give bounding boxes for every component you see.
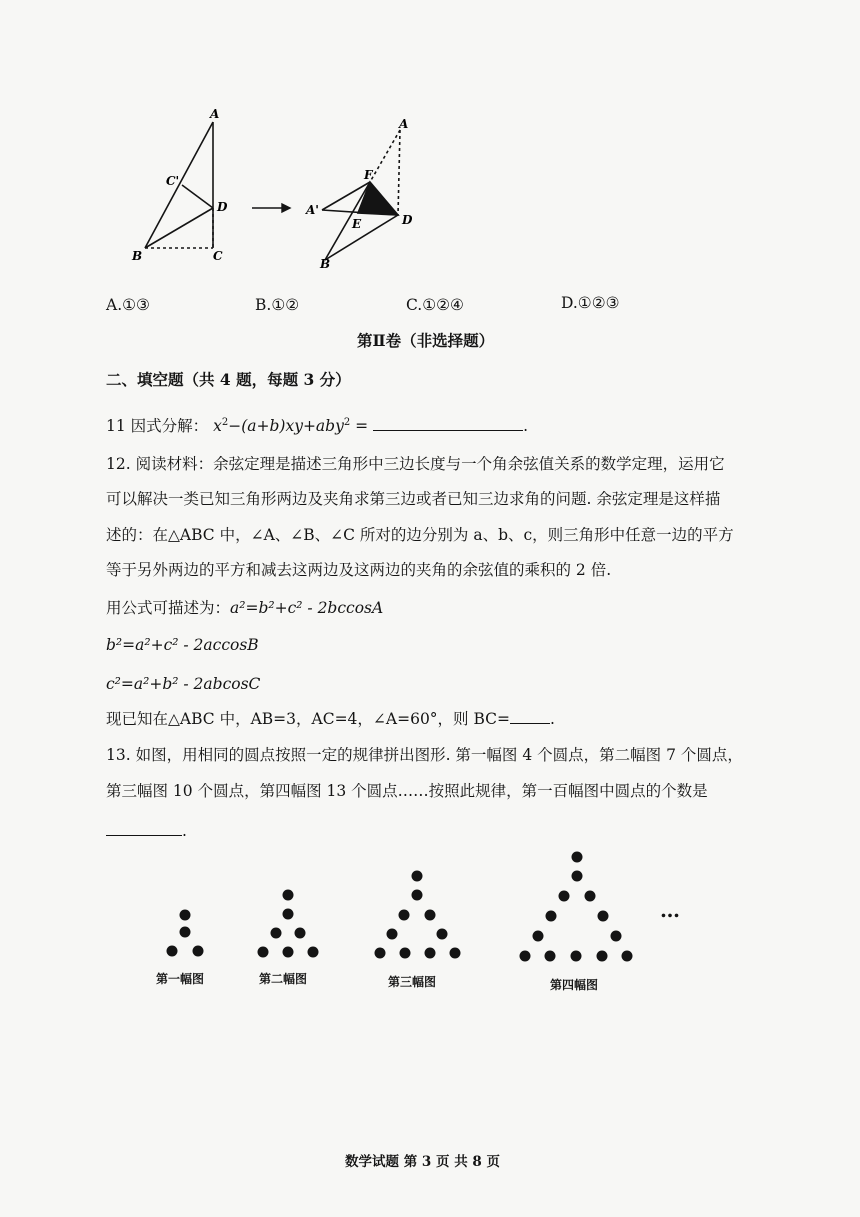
q13-line1: 13. 如图，用相同的圆点按照一定的规律拼出图形. 第一幅图 4 个圆点，第二幅图 7 个圆点， — [106, 746, 743, 764]
dot — [572, 871, 583, 882]
dot — [572, 852, 583, 863]
label-A-prime: A' — [306, 203, 319, 217]
part-heading: 二、填空题（共 4 题，每题 3 分） — [106, 370, 351, 389]
q13-line2: 第三幅图 10 个圆点，第四幅图 13 个圆点……按照此规律，第一百幅图中圆点的个数是 — [106, 782, 708, 800]
label-B-left: B — [132, 249, 143, 263]
dot — [545, 951, 556, 962]
option-a[interactable]: A.①③ — [106, 296, 150, 314]
section-title: 第Ⅱ卷（非选择题） — [357, 331, 495, 350]
q11-expr-a: x — [213, 417, 222, 436]
dot — [180, 910, 191, 921]
transform-arrow — [252, 204, 290, 212]
label-C-prime: C' — [166, 174, 180, 188]
figure-label-1: 第一幅图 — [156, 972, 205, 986]
label-D-right: D — [402, 213, 413, 227]
q12-line3: 述的：在△ABC 中，∠A、∠B、∠C 所对的边分别为 a、b、c，则三角形中任意一边的平方 — [106, 526, 734, 544]
dot — [271, 928, 282, 939]
option-b[interactable]: B.①② — [255, 296, 300, 314]
question-11: 11 因式分解： $x^2-(a+b)xy+aby^2$ = . — [106, 417, 529, 436]
q12-line4: 等于另外两边的平方和减去这两边及这两边的夹角的余弦值的乘积的 2 倍. — [106, 561, 612, 579]
label-E: E — [352, 217, 362, 231]
label-A-right: A — [399, 117, 409, 131]
label-B-right: B — [320, 257, 331, 271]
dot — [308, 947, 319, 958]
dot — [571, 951, 582, 962]
page-footer: 数学试题 第 3 页 共 8 页 — [345, 1154, 500, 1170]
label-A-left: A — [210, 107, 220, 121]
dot — [425, 910, 436, 921]
q12-formula-2: b²=a²+c² - 2accosB — [106, 636, 259, 654]
q12-question-text: 现已知在△ABC 中，AB=3，AC=4，∠A=60°，则 BC= — [106, 710, 511, 728]
q12-end: . — [550, 710, 555, 728]
figure-label-4: 第四幅图 — [550, 978, 599, 992]
dot — [167, 946, 178, 957]
dot — [283, 890, 294, 901]
dot — [585, 891, 596, 902]
dot — [425, 948, 436, 959]
q12-formula-line — [106, 597, 383, 619]
dot — [450, 948, 461, 959]
dot — [437, 929, 448, 940]
q12-line1: 12. 阅读材料：余弦定理是描述三角形中三边长度与一个角余弦值关系的数学定理，运用它 — [106, 455, 725, 473]
q12-line2: 可以解决一类已知三角形两边及夹角求第三边或者已知三边求角的问题. 余弦定理是这样描 — [106, 490, 721, 508]
q11-answer-blank[interactable] — [373, 416, 523, 431]
dot — [193, 946, 204, 957]
dot — [533, 931, 544, 942]
q11-prefix: 11 因式分解： — [106, 417, 209, 436]
label-D-left: D — [217, 200, 228, 214]
dot — [520, 951, 531, 962]
figure-label-2: 第二幅图 — [259, 972, 308, 986]
q12-formula-intro: 用公式可描述为： — [106, 599, 231, 617]
label-F: F — [364, 168, 373, 182]
label-C-left: C — [213, 249, 223, 263]
q11-expr-b: −(a+b)xy+aby — [228, 417, 344, 436]
option-c[interactable]: C.①②④ — [406, 296, 464, 314]
q11-expr-c: = — [350, 417, 369, 436]
dot — [387, 929, 398, 940]
q11-end: . — [523, 417, 529, 436]
dot — [598, 911, 609, 922]
dot — [546, 911, 557, 922]
dot — [283, 909, 294, 920]
dot — [283, 947, 294, 958]
q12-answer-blank[interactable] — [510, 709, 550, 724]
dot — [412, 871, 423, 882]
q12-formula-3: c²=a²+b² - 2abcosC — [106, 675, 261, 693]
q12-formula-1: a²=b²+c² - 2bccosA — [230, 599, 384, 617]
q13-answer-line — [106, 820, 187, 842]
geometry-figure — [100, 100, 440, 280]
q12-question — [106, 708, 555, 730]
dot — [559, 891, 570, 902]
dot — [412, 890, 423, 901]
dot — [597, 951, 608, 962]
dot — [400, 948, 411, 959]
dot — [622, 951, 633, 962]
dot — [375, 948, 386, 959]
dot — [295, 928, 306, 939]
dot — [258, 947, 269, 958]
dot — [611, 931, 622, 942]
option-d[interactable]: D.①②③ — [561, 294, 620, 312]
dot — [180, 927, 191, 938]
q13-answer-blank[interactable] — [106, 821, 182, 836]
dots-ellipsis: … — [660, 898, 680, 922]
figure-label-3: 第三幅图 — [388, 975, 437, 989]
dot — [399, 910, 410, 921]
right-folded-figure — [322, 130, 400, 260]
q13-end: . — [182, 822, 187, 840]
